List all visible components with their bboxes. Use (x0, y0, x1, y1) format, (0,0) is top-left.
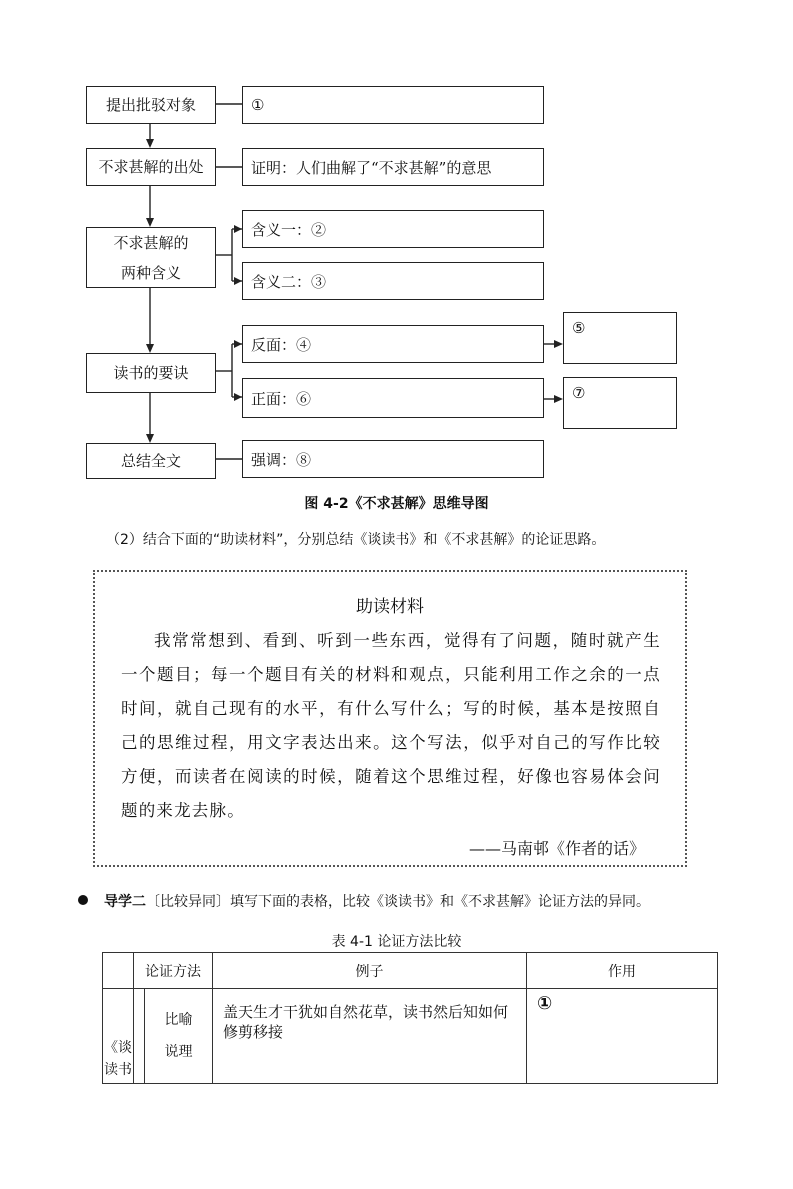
map-negative-side (242, 325, 544, 363)
table-row (103, 989, 718, 1084)
map-node-reading-key (86, 353, 216, 393)
reading-material-text: 我常常想到、看到、听到一些东西，觉得有了问题，随时就产生一个题目；每一个题目有关的材料和观点，只能利用工作之余的一点时间，就自己现有的水平，有什么写什么；写的时候，基本是按照自己的思维过程，用文字表达出来。这个写法，似乎对自己的写作比较方便，而读者在阅读的时候，随着这个思维过程，好像也容易体会问题的来龙去脉。 (121, 631, 661, 820)
map-positive-side-label: 正面：⑥ (251, 389, 312, 408)
map-meaning-two (242, 262, 544, 300)
table-cell-method-line2: 说理 (164, 1044, 193, 1060)
bullet-icon (78, 895, 88, 905)
table-cell-book-line1: 《谈 (104, 1040, 132, 1056)
table-header-method: 论证方法 (134, 953, 213, 989)
table-cell-method (145, 989, 213, 1084)
figure-caption: 图 4-2《不求甚解》思维导图 (304, 496, 489, 512)
guide-2-label: 导学二 (104, 894, 146, 910)
table-header-example: 例子 (213, 953, 527, 989)
map-node-two-meanings (86, 227, 216, 288)
table-cell-effect: ① (527, 989, 718, 1084)
table-cell-example: 盖天生才干犹如自然花草，读书然后知如何修剪移接 (213, 989, 527, 1084)
map-node-summary-label: 总结全文 (120, 452, 181, 470)
map-meaning-two-label: 含义二：③ (251, 272, 327, 291)
table-caption: 表 4-1 论证方法比较 (331, 934, 462, 950)
guide-2 (104, 891, 650, 911)
map-node-two-meanings-line2: 两种含义 (120, 263, 181, 282)
guide-2-bracket: 〔比较异同〕 (146, 894, 230, 910)
map-proof (242, 148, 544, 186)
map-answer-5-label: ⑤ (572, 319, 586, 337)
map-answer-1-label: ① (251, 96, 265, 114)
map-emphasis-label: 强调：⑧ (251, 450, 312, 469)
map-meaning-one-label: 含义一：② (251, 220, 327, 239)
table-cell-book-line2: 读书 (104, 1062, 132, 1078)
reading-material-box (93, 570, 687, 867)
map-proof-label: 证明：人们曲解了“不求甚解”的意思 (251, 158, 492, 177)
map-positive-side (242, 378, 544, 418)
guide-2-text: 填写下面的表格，比较《谈读书》和《不求甚解》论证方法的异同。 (230, 894, 650, 910)
table-header-blank (103, 953, 134, 989)
table-cell-book (103, 989, 134, 1084)
map-node-origin (86, 148, 216, 186)
map-emphasis (242, 440, 544, 478)
map-node-target-label: 提出批驳对象 (105, 96, 196, 114)
table-header-row (103, 953, 718, 989)
map-node-summary (86, 443, 216, 479)
map-node-target (86, 86, 216, 124)
map-node-reading-key-label: 读书的要诀 (113, 364, 189, 382)
table-cell-spacer (134, 989, 145, 1084)
map-node-two-meanings-line1: 不求甚解的 (113, 233, 189, 252)
map-answer-7-label: ⑦ (572, 384, 586, 402)
table-cell-method-line1: 比喻 (164, 1012, 193, 1028)
map-negative-side-label: 反面：④ (251, 335, 312, 354)
reading-material-source: ——马南邨《作者的话》 (468, 839, 645, 858)
comparison-table (102, 952, 718, 1084)
map-answer-5 (563, 312, 677, 364)
table-header-effect: 作用 (527, 953, 718, 989)
reading-material-title: 助读材料 (356, 597, 424, 617)
map-answer-1 (242, 86, 544, 124)
map-node-origin-label: 不求甚解的出处 (98, 158, 204, 176)
map-answer-7 (563, 377, 677, 429)
map-meaning-one (242, 210, 544, 248)
question-2: （2）结合下面的“助读材料”，分别总结《谈读书》和《不求甚解》的论证思路。 (106, 532, 606, 548)
